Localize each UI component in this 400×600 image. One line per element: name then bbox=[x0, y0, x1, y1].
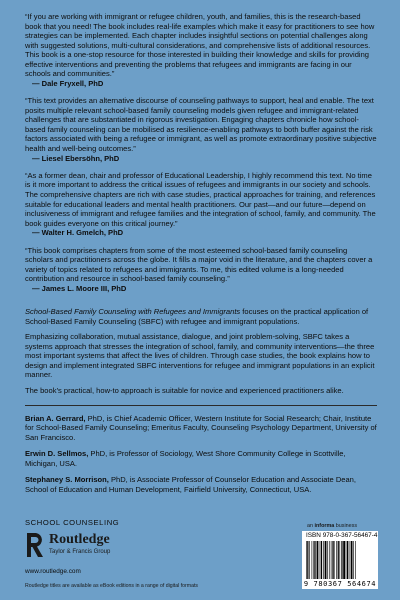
endorsement-1 bbox=[25, 12, 377, 88]
editor-name: Brian A. Gerrard, bbox=[25, 413, 86, 423]
divider-rule bbox=[25, 405, 377, 406]
editor-bio-1 bbox=[25, 414, 377, 443]
informa-business-label bbox=[307, 523, 357, 529]
subject-category: SCHOOL COUNSELING bbox=[25, 518, 120, 527]
editor-bio-text: is Chief Academic Officer, Western Institute for Social Research; Chair, Institute for School-Based Family Counseling; Emeritus Faculty, Counseling Psychology Department, University of San Francisco. bbox=[25, 413, 377, 442]
barcode-graphic bbox=[306, 541, 374, 579]
ebook-note: Routledge titles are available as eBook editions in a range of digital formats bbox=[25, 583, 199, 589]
editor-bio-3 bbox=[25, 475, 377, 494]
endorsement-attribution: — Walter H. Gmelch, PhD bbox=[32, 228, 124, 238]
endorsement-quote: “If you are working with immigrant or refugee children, youth, and families, this is the research-based book that you need! The book includes real-life examples which make it easy for practitioners to see how strategies can be implemented. Each chapter includes insightful sections on potential challenges along with suggested solutions, multi-cultural considerations, and comprehensive lists of additional resources. This book is a one-stop resource for those interested in building their knowledge and skills for providing effective interventions and preventing the problems that refugees and immigrants are facing in our schools and communities.” bbox=[25, 12, 375, 79]
cover-text-block bbox=[25, 12, 377, 501]
endorsement-attribution: — Dale Fryxell, PhD bbox=[32, 78, 104, 88]
editor-degree: PhD, bbox=[88, 449, 108, 459]
book-description bbox=[25, 307, 377, 395]
editor-bio-text: is Associate Professor of Counselor Education and Associate Dean, School of Education and Human Development, Fairfield University, Connecticut, USA. bbox=[25, 475, 356, 494]
editor-degree: PhD, bbox=[108, 475, 128, 485]
endorsement-3 bbox=[25, 171, 377, 238]
endorsement-attribution: — Liesel Ebersöhn, PhD bbox=[32, 153, 120, 163]
editor-name: Erwin D. Sellmos, bbox=[25, 449, 89, 459]
endorsement-2 bbox=[25, 96, 377, 163]
endorsement-quote: “As a former dean, chair and professor of Educational Leadership, I highly recommend this text. No time is it more important to address the critical issues of refugees and immigrants in our society and schools. The comprehensive chapters are rich with case studies, practical approaches for training, and references suitable for educational leaders and mental health practitioners. Our past—and our future—depend on inclusiveness of immigrant and refugee families and the integration of school, family, and community. The book guides everyone on this critical journey.” bbox=[25, 170, 376, 228]
editor-bio-2 bbox=[25, 449, 377, 468]
informa-prefix: an bbox=[307, 523, 315, 529]
barcode-digits: 9 780367 564674 bbox=[303, 580, 377, 588]
isbn-barcode-box bbox=[302, 531, 378, 589]
editor-name: Stephaney S. Morrison, bbox=[25, 475, 109, 485]
endorsement-attribution: — James L. Moore III, PhD bbox=[32, 283, 127, 293]
routledge-r-icon bbox=[24, 532, 46, 558]
publisher-name: Routledge bbox=[49, 532, 110, 547]
description-paragraph-3: The book’s practical, how-to approach is suitable for novice and experienced practitioners alike. bbox=[25, 386, 344, 396]
publisher-group: Taylor & Francis Group bbox=[49, 549, 111, 555]
endorsement-4 bbox=[25, 246, 377, 294]
editor-bio-text: is Professor of Sociology, West Shore Community College in Scottville, Michigan, USA. bbox=[25, 449, 346, 468]
endorsement-quote: “This book comprises chapters from some of the most esteemed school-based family counseling scholars and practitioners across the globe. It fills a major void in the literature, and the chapters cover a variety of topics related to refugees and immigrants. To me, this edited volume is a long-needed contribution and resource in school-based family counseling.” bbox=[25, 245, 373, 284]
description-text: focuses on the practical application of School-Based Family Counseling (SBFC) with refugee and immigrant populations. bbox=[25, 307, 369, 326]
book-title-italic: School-Based Family Counseling with Refugees and Immigrants bbox=[25, 307, 241, 317]
isbn-label: ISBN 978-0-367-56467-4 bbox=[306, 532, 378, 539]
informa-suffix: business bbox=[334, 523, 358, 529]
editor-degree: PhD, bbox=[85, 413, 105, 423]
informa-word: informa bbox=[314, 523, 335, 529]
description-paragraph-1 bbox=[25, 307, 377, 326]
publisher-url[interactable]: www.routledge.com bbox=[25, 568, 81, 575]
endorsement-quote: “This text provides an alternative discourse of counseling pathways to support, heal and enable. The text posits multiple relevant school-based family counseling models given refugee and immigrant-related challenges that are substantiated in rigorous investigation. Engaging chapters chronicle how school-based family counseling can be mobilised as resilience-enabling pathways to both buffer against the risk factors associated with being a refugee or immigrant, as well as promote extraordinary positive subjective health and well-being outcomes.” bbox=[25, 96, 377, 153]
routledge-logo bbox=[24, 532, 144, 562]
description-paragraph-2: Emphasizing collaboration, mutual assistance, dialogue, and joint problem-solving, SBFC takes a systems approach that stresses the integration of school, family, and community interventions—the three most important systems that affect the lives of children. Through case studies, the book explains how to design and implement integrated SBFC interventions for refugee and immigrant populations in an explicit manner. bbox=[25, 332, 375, 380]
editor-bios bbox=[25, 414, 377, 495]
